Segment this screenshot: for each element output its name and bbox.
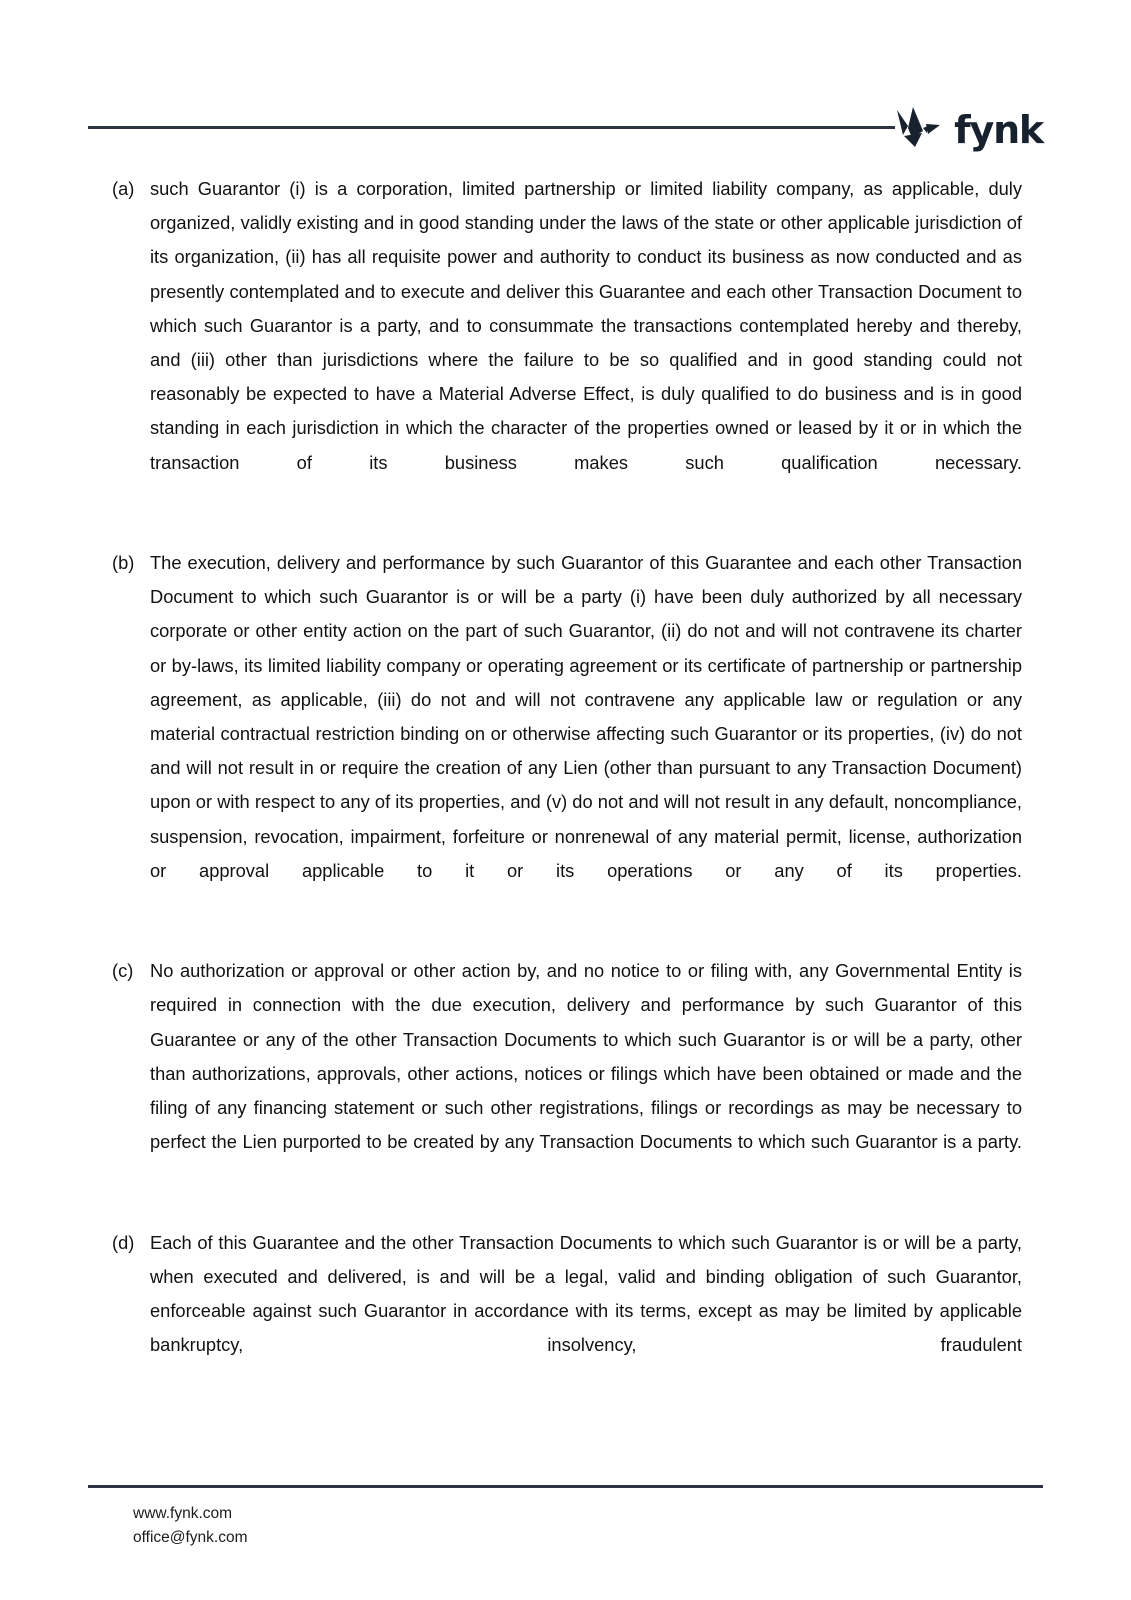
footer-divider <box>88 1485 1043 1488</box>
document-body <box>112 172 1022 1397</box>
clause-c <box>112 954 1022 1193</box>
footer-website[interactable]: www.fynk.com <box>133 1505 233 1522</box>
brand-wordmark: fynk <box>954 108 1043 152</box>
clause-text-c: No authorization or approval or other action by, and no notice to or filing with, any Governmental Entity is required in connection with the due execution, delivery and performance by such Guarantor of this Guarantee or any of the other Transaction Documents to which such Guarantor is or will be a party, other than authorizations, approvals, other actions, notices or filings which have been obtained or made and the filing of any financing statement or such other registrations, filings or recordings as may be necessary to perfect the Lien purported to be created by any Transaction Documents to which such Guarantor is a party. <box>150 960 1022 1153</box>
header-divider <box>88 126 895 129</box>
clause-text-b: The execution, delivery and performance by such Guarantor of this Guarantee and each other Transaction Document to which such Guarantor is or will be a party (i) have been duly authorized by all necessary corporate or other entity action on the part of such Guarantor, (ii) do not and will not contravene its charter or by-laws, its limited liability company or operating agreement or its certificate of partnership or partnership agreement, as applicable, (iii) do not and will not contravene any applicable law or regulation or any material contractual restriction binding on or otherwise affecting such Guarantor or its properties, (iv) do not and will not result in or require the creation of any Lien (other than pursuant to any Transaction Document) upon or with respect to any of its properties, and (v) do not and will not result in any default, noncompliance, suspension, revocation, impairment, forfeiture or nonrenewal of any material permit, license, authorization or approval applicable to it or its operations or any of its properties. <box>150 552 1022 881</box>
footer-contact <box>133 1502 1043 1550</box>
clause-marker-d: (d) <box>112 1231 135 1253</box>
clause-text-a: such Guarantor (i) is a corporation, limited partnership or limited liability company, as applicable, duly organized, validly existing and in good standing under the laws of the state or other applicable jurisdiction of its organization, (ii) has all requisite power and authority to conduct its business as now conducted and as presently contemplated and to execute and deliver this Guarantee and each other Transaction Document to which such Guarantor is a party, and to consummate the transactions contemplated hereby and thereby, and (iii) other than jurisdictions where the failure to be so qualified and in good standing could not reasonably be expected to have a Material Adverse Effect, is duly qualified to do business and is in good standing in each jurisdiction in which the character of the properties owned or leased by it or in which the transaction of its business makes such qualification necessary. <box>150 178 1022 473</box>
page-header <box>88 100 1043 160</box>
clause-marker-a: (a) <box>112 178 135 199</box>
clause-text-d: Each of this Guarantee and the other Transaction Documents to which such Guarantor is or will be a party, when executed and delivered, is and will be a legal, valid and binding obligation of such Guarantor, enforceable against such Guarantor in accordance with its terms, except as may be limited by applicable bankruptcy, insolvency, fraudulent <box>150 1231 1022 1356</box>
clause-d <box>112 1226 1022 1397</box>
clause-marker-c: (c) <box>112 960 134 982</box>
footer-email[interactable]: office@fynk.com <box>133 1529 248 1546</box>
clause-marker-b: (b) <box>112 552 135 574</box>
page-footer <box>88 1485 1043 1550</box>
clause-b <box>112 546 1022 922</box>
clause-a <box>112 172 1022 514</box>
fynk-origami-bird-icon <box>890 104 946 152</box>
brand-logo <box>890 100 1043 156</box>
